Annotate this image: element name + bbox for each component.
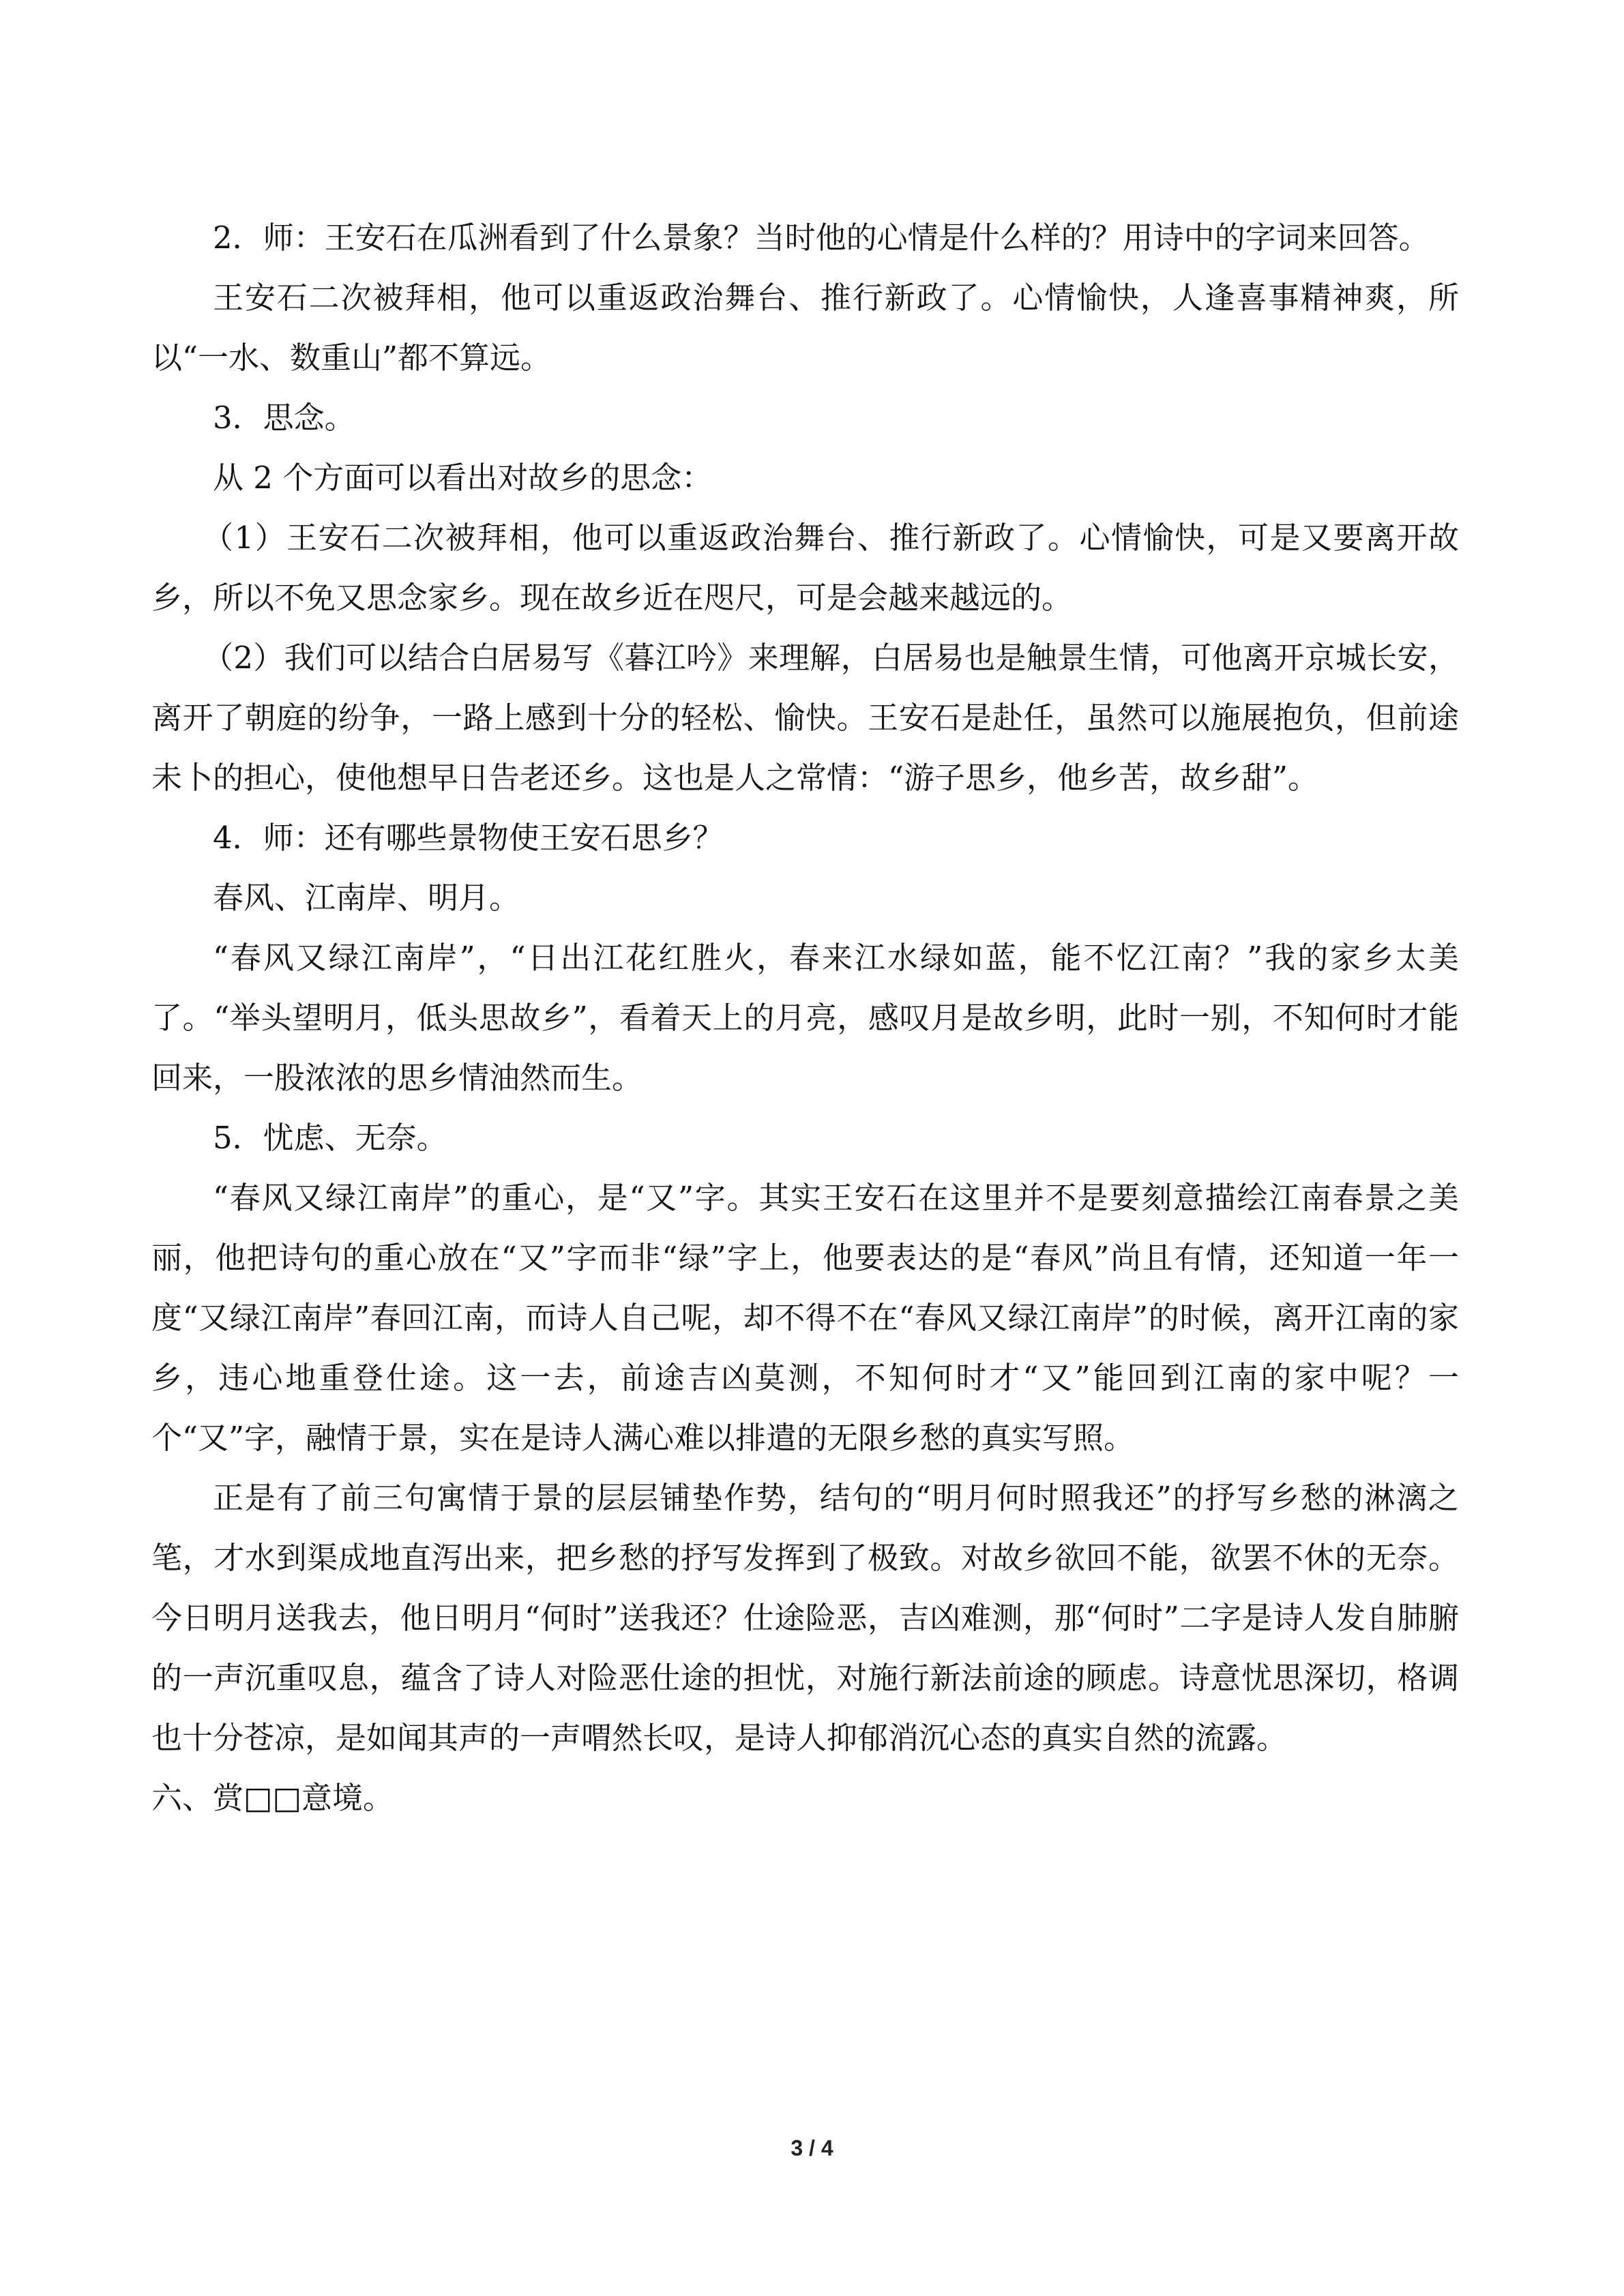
section-heading-6: 六、赏□□意境。	[151, 1780, 394, 1816]
paragraph-question-4: 4．师：还有哪些景物使王安石思乡？	[213, 820, 724, 856]
paragraph-point-1: （1）王安石二次被拜相，他可以重返政治舞台、推行新政了。心情愉快，可是又要离开故乡，所以不免又思念家乡。现在故乡近在咫尺，可是会越来越远的。	[151, 520, 1459, 616]
page-number: 3 / 4	[791, 2136, 833, 2160]
paragraph-explanation-5b: 正是有了前三句寓情于景的层层铺垫作势，结句的“明月何时照我还”的抒写乡愁的淋漓之笔，才水到渠成地直泻出来，把乡愁的抒写发挥到了极致。对故乡欲回不能，欲罢不休的无奈。今日明月送我去，他日明月“何时”送我还？仕途险恶，吉凶难测，那“何时”二字是诗人发自肺腑的一声沉重叹息，蕴含了诗人对险恶仕途的担忧，对施行新法前途的顾虑。诗意忧思深切，格调也十分苍凉，是如闻其声的一声喟然长叹，是诗人抑郁消沉心态的真实自然的流露。	[151, 1480, 1459, 1756]
paragraph-explanation-5a: “春风又绿江南岸”的重心，是“又”字。其实王安石在这里并不是要刻意描绘江南春景之美丽，他把诗句的重心放在“又”字而非“绿”字上，他要表达的是“春风”尚且有情，还知道一年一度“又绿江南岸”春回江南，而诗人自己呢，却不得不在“春风又绿江南岸”的时候，离开江南的家乡，违心地重登仕途。这一去，前途吉凶莫测，不知何时才“又”能回到江南的家中呢？一个“又”字，融情于景，实在是诗人满心难以排遣的无限乡愁的真实写照。	[151, 1180, 1459, 1456]
paragraph-answer-4: 春风、江南岸、明月。	[213, 880, 520, 916]
paragraph-heading-3: 3．思念。	[213, 400, 355, 436]
paragraph-heading-5: 5．忧虑、无奈。	[213, 1120, 447, 1156]
paragraph-answer-2: 王安石二次被拜相，他可以重返政治舞台、推行新政了。心情愉快，人逢喜事精神爽，所以“一水、数重山”都不算远。	[151, 280, 1459, 376]
paragraph-point-2: （2）我们可以结合白居易写《暮江吟》来理解，白居易也是触景生情，可他离开京城长安，离开了朝庭的纷争，一路上感到十分的轻松、愉快。王安石是赴任，虽然可以施展抱负，但前途未卜的担心，使他想早日告老还乡。这也是人之常情：“游子思乡，他乡苦，故乡甜”。	[151, 640, 1459, 796]
paragraph-intro-3: 从 2 个方面可以看出对故乡的思念：	[213, 460, 713, 496]
paragraph-explanation-4: “春风又绿江南岸”，“日出江花红胜火，春来江水绿如蓝，能不忆江南？”我的家乡太美了。“举头望明月，低头思故乡”，看着天上的月亮，感叹月是故乡明，此时一别，不知何时才能回来，一股浓浓的思乡情油然而生。	[151, 940, 1459, 1096]
paragraph-question-2: 2．师：王安石在瓜洲看到了什么景象？当时他的心情是什么样的？用诗中的字词来回答。	[213, 220, 1430, 256]
